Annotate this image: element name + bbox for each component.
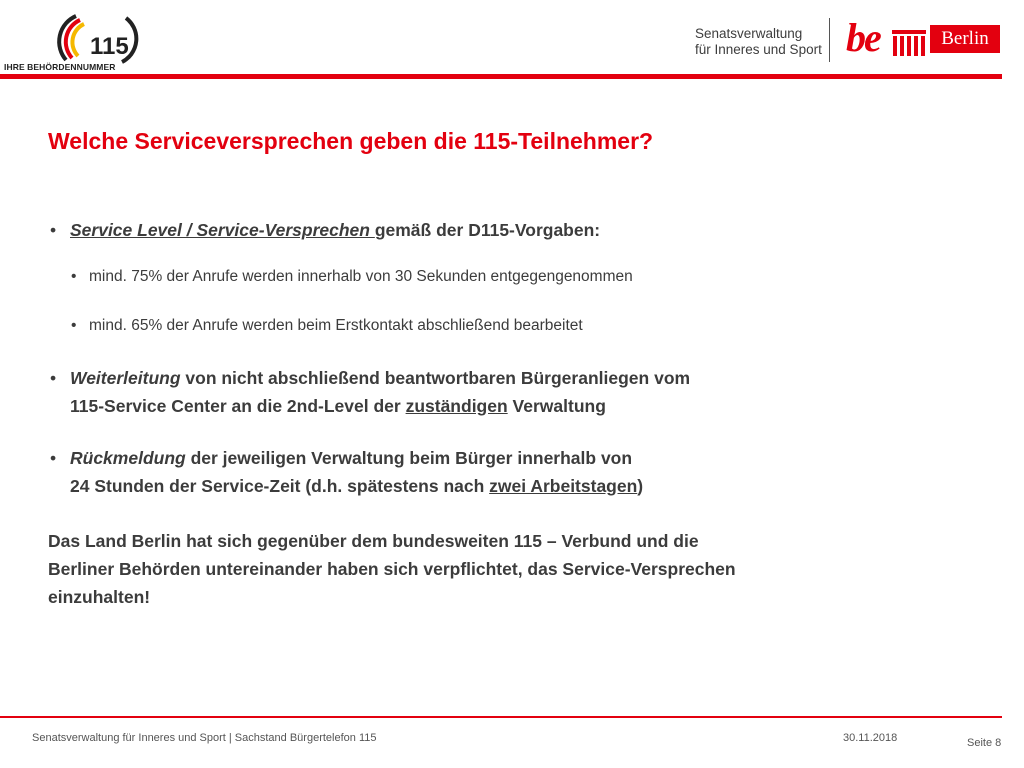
page-number: Seite 8 bbox=[967, 737, 1002, 749]
conclusion-line-3: einzuhalten! bbox=[48, 587, 151, 607]
conclusion-line-2: Berliner Behörden untereinander haben sich verpflichtet, das Service-Versprechen bbox=[48, 559, 736, 579]
service-level-rest: gemäß der D115-Vorgaben: bbox=[374, 220, 601, 240]
weiterleitung-emph: Weiterleitung bbox=[70, 368, 181, 388]
sub-bullet-dot: • bbox=[71, 268, 77, 285]
weiterleitung-line2-post: Verwaltung bbox=[507, 396, 606, 416]
rueckmeldung-emph: Rückmeldung bbox=[70, 448, 186, 468]
bullet-dot: • bbox=[50, 368, 57, 388]
bullet-rueckmeldung bbox=[50, 444, 644, 500]
rueckmeldung-line-1 bbox=[70, 444, 643, 472]
senatsverwaltung-label bbox=[695, 26, 822, 58]
sub-bullet-75 bbox=[71, 268, 633, 286]
bullet-dot: • bbox=[50, 220, 57, 240]
weiterleitung-line1-rest: von nicht abschließend beantwortbaren Bürgeranliegen vom bbox=[180, 368, 691, 388]
logo-divider bbox=[829, 18, 830, 62]
zwei-arbeitstagen-underlined: zwei Arbeitstagen bbox=[489, 476, 638, 496]
weiterleitung-line2-pre: 115-Service Center an die 2nd-Level der bbox=[70, 396, 406, 416]
sub-bullet-65 bbox=[71, 317, 583, 335]
brandenburg-gate-icon bbox=[890, 30, 928, 58]
sub-bullet-dot: • bbox=[71, 317, 77, 334]
logo-115 bbox=[4, 4, 144, 72]
rueckmeldung-line2-pre: 24 Stunden der Service-Zeit (d.h. spätestens nach bbox=[70, 476, 490, 496]
bullet-service-level bbox=[50, 216, 601, 244]
logo-115-mark bbox=[54, 4, 144, 68]
logo-115-number: 115 bbox=[90, 33, 129, 60]
service-level-emph: Service Level / Service-Versprechen bbox=[70, 220, 375, 240]
berlin-wordmark: Berlin bbox=[930, 25, 1000, 53]
weiterleitung-line-1 bbox=[70, 364, 690, 392]
header-rule bbox=[0, 74, 1002, 79]
sub-bullet-text: mind. 75% der Anrufe werden innerhalb von 30 Sekunden entgegengenommen bbox=[89, 268, 633, 285]
be-berlin-logo bbox=[846, 15, 1006, 64]
zustaendigen-underlined: zuständigen bbox=[405, 396, 508, 416]
conclusion-paragraph bbox=[48, 527, 736, 611]
footer-source: Senatsverwaltung für Inneres und Sport | Sachstand Bürgertelefon 115 bbox=[32, 732, 377, 744]
slide-title: Welche Serviceversprechen geben die 115-Teilnehmer? bbox=[48, 128, 654, 154]
be-text: be bbox=[846, 15, 880, 60]
rueckmeldung-line-2 bbox=[70, 472, 643, 500]
rueckmeldung-line1-rest: der jeweiligen Verwaltung beim Bürger innerhalb von bbox=[185, 448, 633, 468]
rueckmeldung-line2-post: ) bbox=[637, 476, 644, 496]
bullet-dot: • bbox=[50, 448, 57, 468]
senat-line-1: Senatsverwaltung bbox=[695, 26, 803, 41]
senat-line-2: für Inneres und Sport bbox=[695, 42, 822, 57]
bullet-weiterleitung bbox=[50, 364, 691, 420]
logo-115-caption: IHRE BEHÖRDENNUMMER bbox=[4, 62, 116, 72]
footer-date: 30.11.2018 bbox=[843, 732, 898, 744]
conclusion-line-1: Das Land Berlin hat sich gegenüber dem bundesweiten 115 – Verbund und die bbox=[48, 531, 699, 551]
sub-bullet-text: mind. 65% der Anrufe werden beim Erstkontakt abschließend bearbeitet bbox=[89, 317, 583, 334]
footer-rule bbox=[0, 716, 1002, 718]
weiterleitung-line-2 bbox=[70, 392, 690, 420]
